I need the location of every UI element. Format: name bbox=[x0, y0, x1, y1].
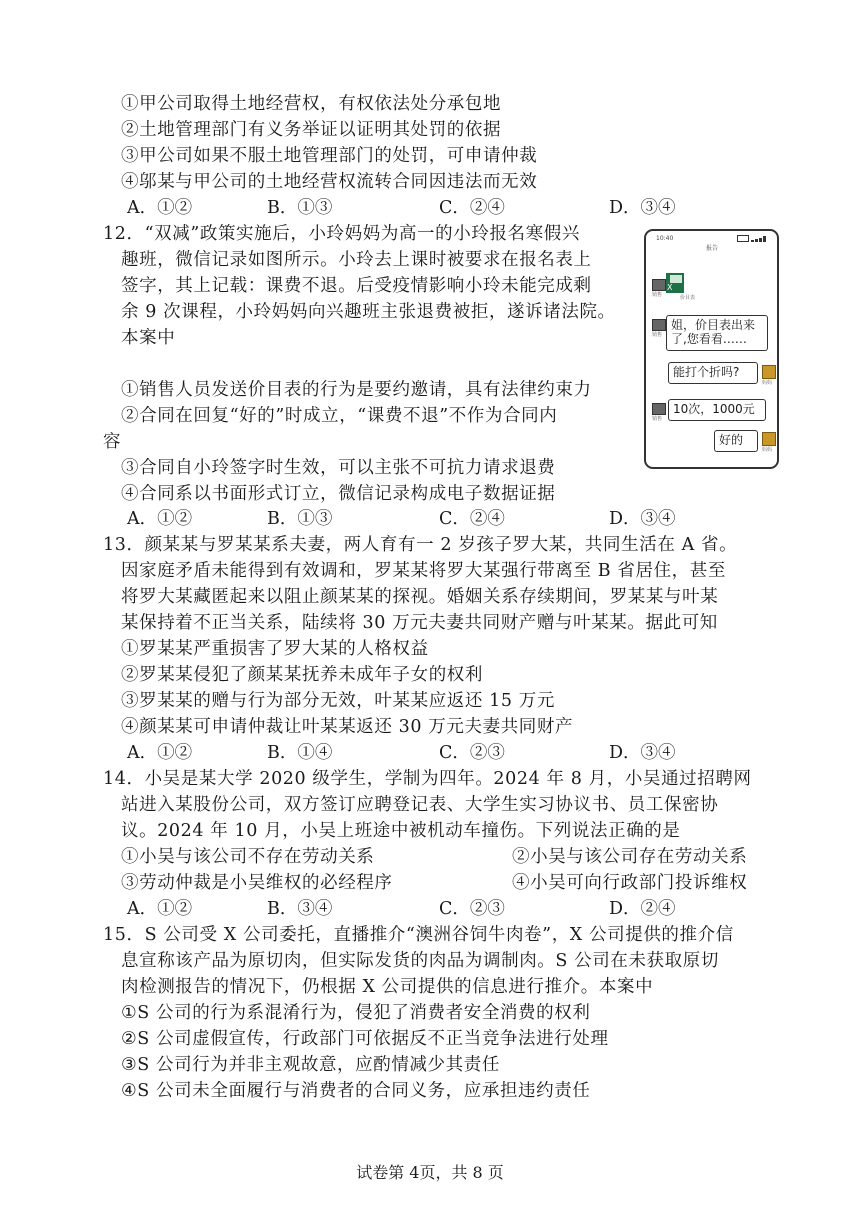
question-15-stem: 息宣称该产品为原切肉，但实际发货的肉品为调制肉。S 公司在未获取原切 bbox=[121, 951, 719, 971]
question-15-stem: 15．S 公司受 X 公司委托，直播推介“澳洲谷饲牛肉卷”，X 公司提供的推介信 bbox=[103, 925, 734, 945]
question-14-stem: 站进入某股份公司，双方签订应聘登记表、大学生实习协议书、员工保密协 bbox=[121, 795, 719, 815]
statement-line: ①罗某某严重损害了罗大某的人格权益 bbox=[121, 639, 429, 659]
option-a[interactable]: A．①② bbox=[127, 743, 193, 763]
phone-time: 10:40 bbox=[656, 235, 674, 242]
seller-label: 销售 bbox=[652, 416, 663, 422]
statement-line: ②小吴与该公司存在劳动关系 bbox=[512, 847, 748, 867]
option-b[interactable]: B．①③ bbox=[267, 509, 333, 529]
option-a[interactable]: A．①② bbox=[127, 198, 193, 218]
wechat-screenshot bbox=[644, 229, 779, 469]
option-b[interactable]: B．①④ bbox=[267, 743, 333, 763]
question-12-stem: 余 9 次课程，小玲妈妈向兴趣班主张退费被拒，遂诉诸法院。 bbox=[121, 302, 616, 322]
chat-title: 报告 bbox=[706, 245, 719, 252]
option-c[interactable]: C．②③ bbox=[439, 743, 505, 763]
statement-line: ①小吴与该公司不存在劳动关系 bbox=[121, 847, 375, 867]
question-13-stem: 因家庭矛盾未能得到有效调和，罗某某将罗大某强行带离至 B 省居住，甚至 bbox=[121, 561, 726, 581]
statement-line: ③罗某某的赠与行为部分无效，叶某某应返还 15 万元 bbox=[121, 691, 555, 711]
page-footer: 试卷第 4页，共 8 页 bbox=[356, 1163, 504, 1182]
seller-avatar bbox=[652, 319, 666, 331]
option-d[interactable]: D．②④ bbox=[609, 899, 676, 919]
option-a[interactable]: A．①② bbox=[127, 509, 193, 529]
option-d[interactable]: D．③④ bbox=[609, 743, 676, 763]
statement-line: ③S 公司行为并非主观故意，应酌情减少其责任 bbox=[121, 1055, 500, 1075]
message-text: 姐，价目表出来 bbox=[671, 318, 756, 332]
question-13-stem: 将罗大某藏匿起来以阻止颜某某的探视。婚姻关系存续期间，罗某某与叶某 bbox=[121, 587, 719, 607]
seller-avatar bbox=[652, 403, 666, 415]
mom-label: 妈妈 bbox=[762, 447, 773, 453]
mom-avatar bbox=[762, 432, 776, 446]
statement-line: ①甲公司取得土地经营权，有权依法处分承包地 bbox=[121, 94, 502, 114]
statement-line: ③劳动仲裁是小吴维权的必经程序 bbox=[121, 873, 393, 893]
statement-line: ②合同在回复“好的”时成立，“课费不退”不作为合同内 bbox=[121, 406, 558, 426]
seller-label: 销售 bbox=[652, 332, 663, 338]
message-bubble-price: 10次，1000元 bbox=[668, 399, 766, 421]
statement-line: ②土地管理部门有义务举证以证明其处罚的依据 bbox=[121, 120, 502, 140]
question-13-stem: 13．颜某某与罗某某系夫妻，两人育有一 2 岁孩子罗大某，共同生活在 A 省。 bbox=[103, 535, 738, 555]
statement-line: ④小吴可向行政部门投诉维权 bbox=[512, 873, 748, 893]
question-12-stem: 趣班，微信记录如图所示。小玲去上课时被要求在报名表上 bbox=[121, 250, 592, 270]
spreadsheet-grid-icon bbox=[670, 275, 682, 283]
message-bubble-discount: 能打个折吗? bbox=[668, 362, 758, 384]
option-d[interactable]: D．③④ bbox=[609, 509, 676, 529]
question-12-stem: 12．“双减”政策实施后，小玲妈妈为高一的小玲报名寒假兴 bbox=[103, 224, 580, 244]
message-text: 了,您看看…… bbox=[671, 332, 747, 346]
question-12-stem: 签字，其上记载：课费不退。后受疫情影响小玲未能完成剩 bbox=[121, 276, 592, 296]
statement-line: ①销售人员发送价目表的行为是要约邀请，具有法律约束力 bbox=[121, 380, 592, 400]
signal-icon bbox=[751, 235, 769, 241]
question-13-stem: 某保持着不正当关系，陆续将 30 万元夫妻共同财产赠与叶某某。据此可知 bbox=[121, 613, 718, 633]
statement-line: ④邬某与甲公司的土地经营权流转合同因违法而无效 bbox=[121, 172, 538, 192]
statement-line: ④S 公司未全面履行与消费者的合同义务，应承担违约责任 bbox=[121, 1081, 591, 1101]
statement-line: 容 bbox=[103, 432, 122, 452]
statement-line: ②S 公司虚假宣传，行政部门可依据反不正当竞争法进行处理 bbox=[121, 1029, 609, 1049]
option-c[interactable]: C．②③ bbox=[439, 899, 505, 919]
question-12-stem: 本案中 bbox=[121, 328, 176, 348]
option-c[interactable]: C．②④ bbox=[439, 509, 505, 529]
mom-avatar bbox=[762, 365, 776, 379]
seller-label: 销售 bbox=[652, 292, 663, 298]
statement-line: ④颜某某可申请仲裁让叶某某返还 30 万元夫妻共同财产 bbox=[121, 717, 574, 737]
seller-avatar bbox=[652, 279, 666, 291]
message-bubble-ok: 好的 bbox=[714, 430, 758, 452]
mom-label: 妈妈 bbox=[762, 380, 773, 386]
battery-icon bbox=[737, 235, 749, 242]
file-name: 价目表 bbox=[680, 295, 696, 301]
excel-x-icon: X bbox=[667, 283, 673, 292]
option-b[interactable]: B．①③ bbox=[267, 198, 333, 218]
statement-line: ③合同自小玲签字时生效，可以主张不可抗力请求退费 bbox=[121, 458, 556, 478]
question-15-stem: 肉检测报告的情况下，仍根据 X 公司提供的信息进行推介。本案中 bbox=[121, 977, 654, 997]
option-a[interactable]: A．①② bbox=[127, 899, 193, 919]
option-d[interactable]: D．③④ bbox=[609, 198, 676, 218]
statement-line: ④合同系以书面形式订立，微信记录构成电子数据证据 bbox=[121, 484, 556, 504]
message-bubble-price-list bbox=[666, 315, 768, 351]
option-b[interactable]: B．③④ bbox=[267, 899, 333, 919]
statement-line: ②罗某某侵犯了颜某某抚养未成年子女的权利 bbox=[121, 665, 483, 685]
question-14-stem: 议。2024 年 10 月，小吴上班途中被机动车撞伤。下列说法正确的是 bbox=[121, 821, 681, 841]
question-14-stem: 14．小吴是某大学 2020 级学生，学制为四年。2024 年 8 月，小吴通过招聘网 bbox=[103, 769, 752, 789]
option-c[interactable]: C．②④ bbox=[439, 198, 505, 218]
statement-line: ①S 公司的行为系混淆行为，侵犯了消费者安全消费的权利 bbox=[121, 1003, 591, 1023]
statement-line: ③甲公司如果不服土地管理部门的处罚，可申请仲裁 bbox=[121, 146, 538, 166]
